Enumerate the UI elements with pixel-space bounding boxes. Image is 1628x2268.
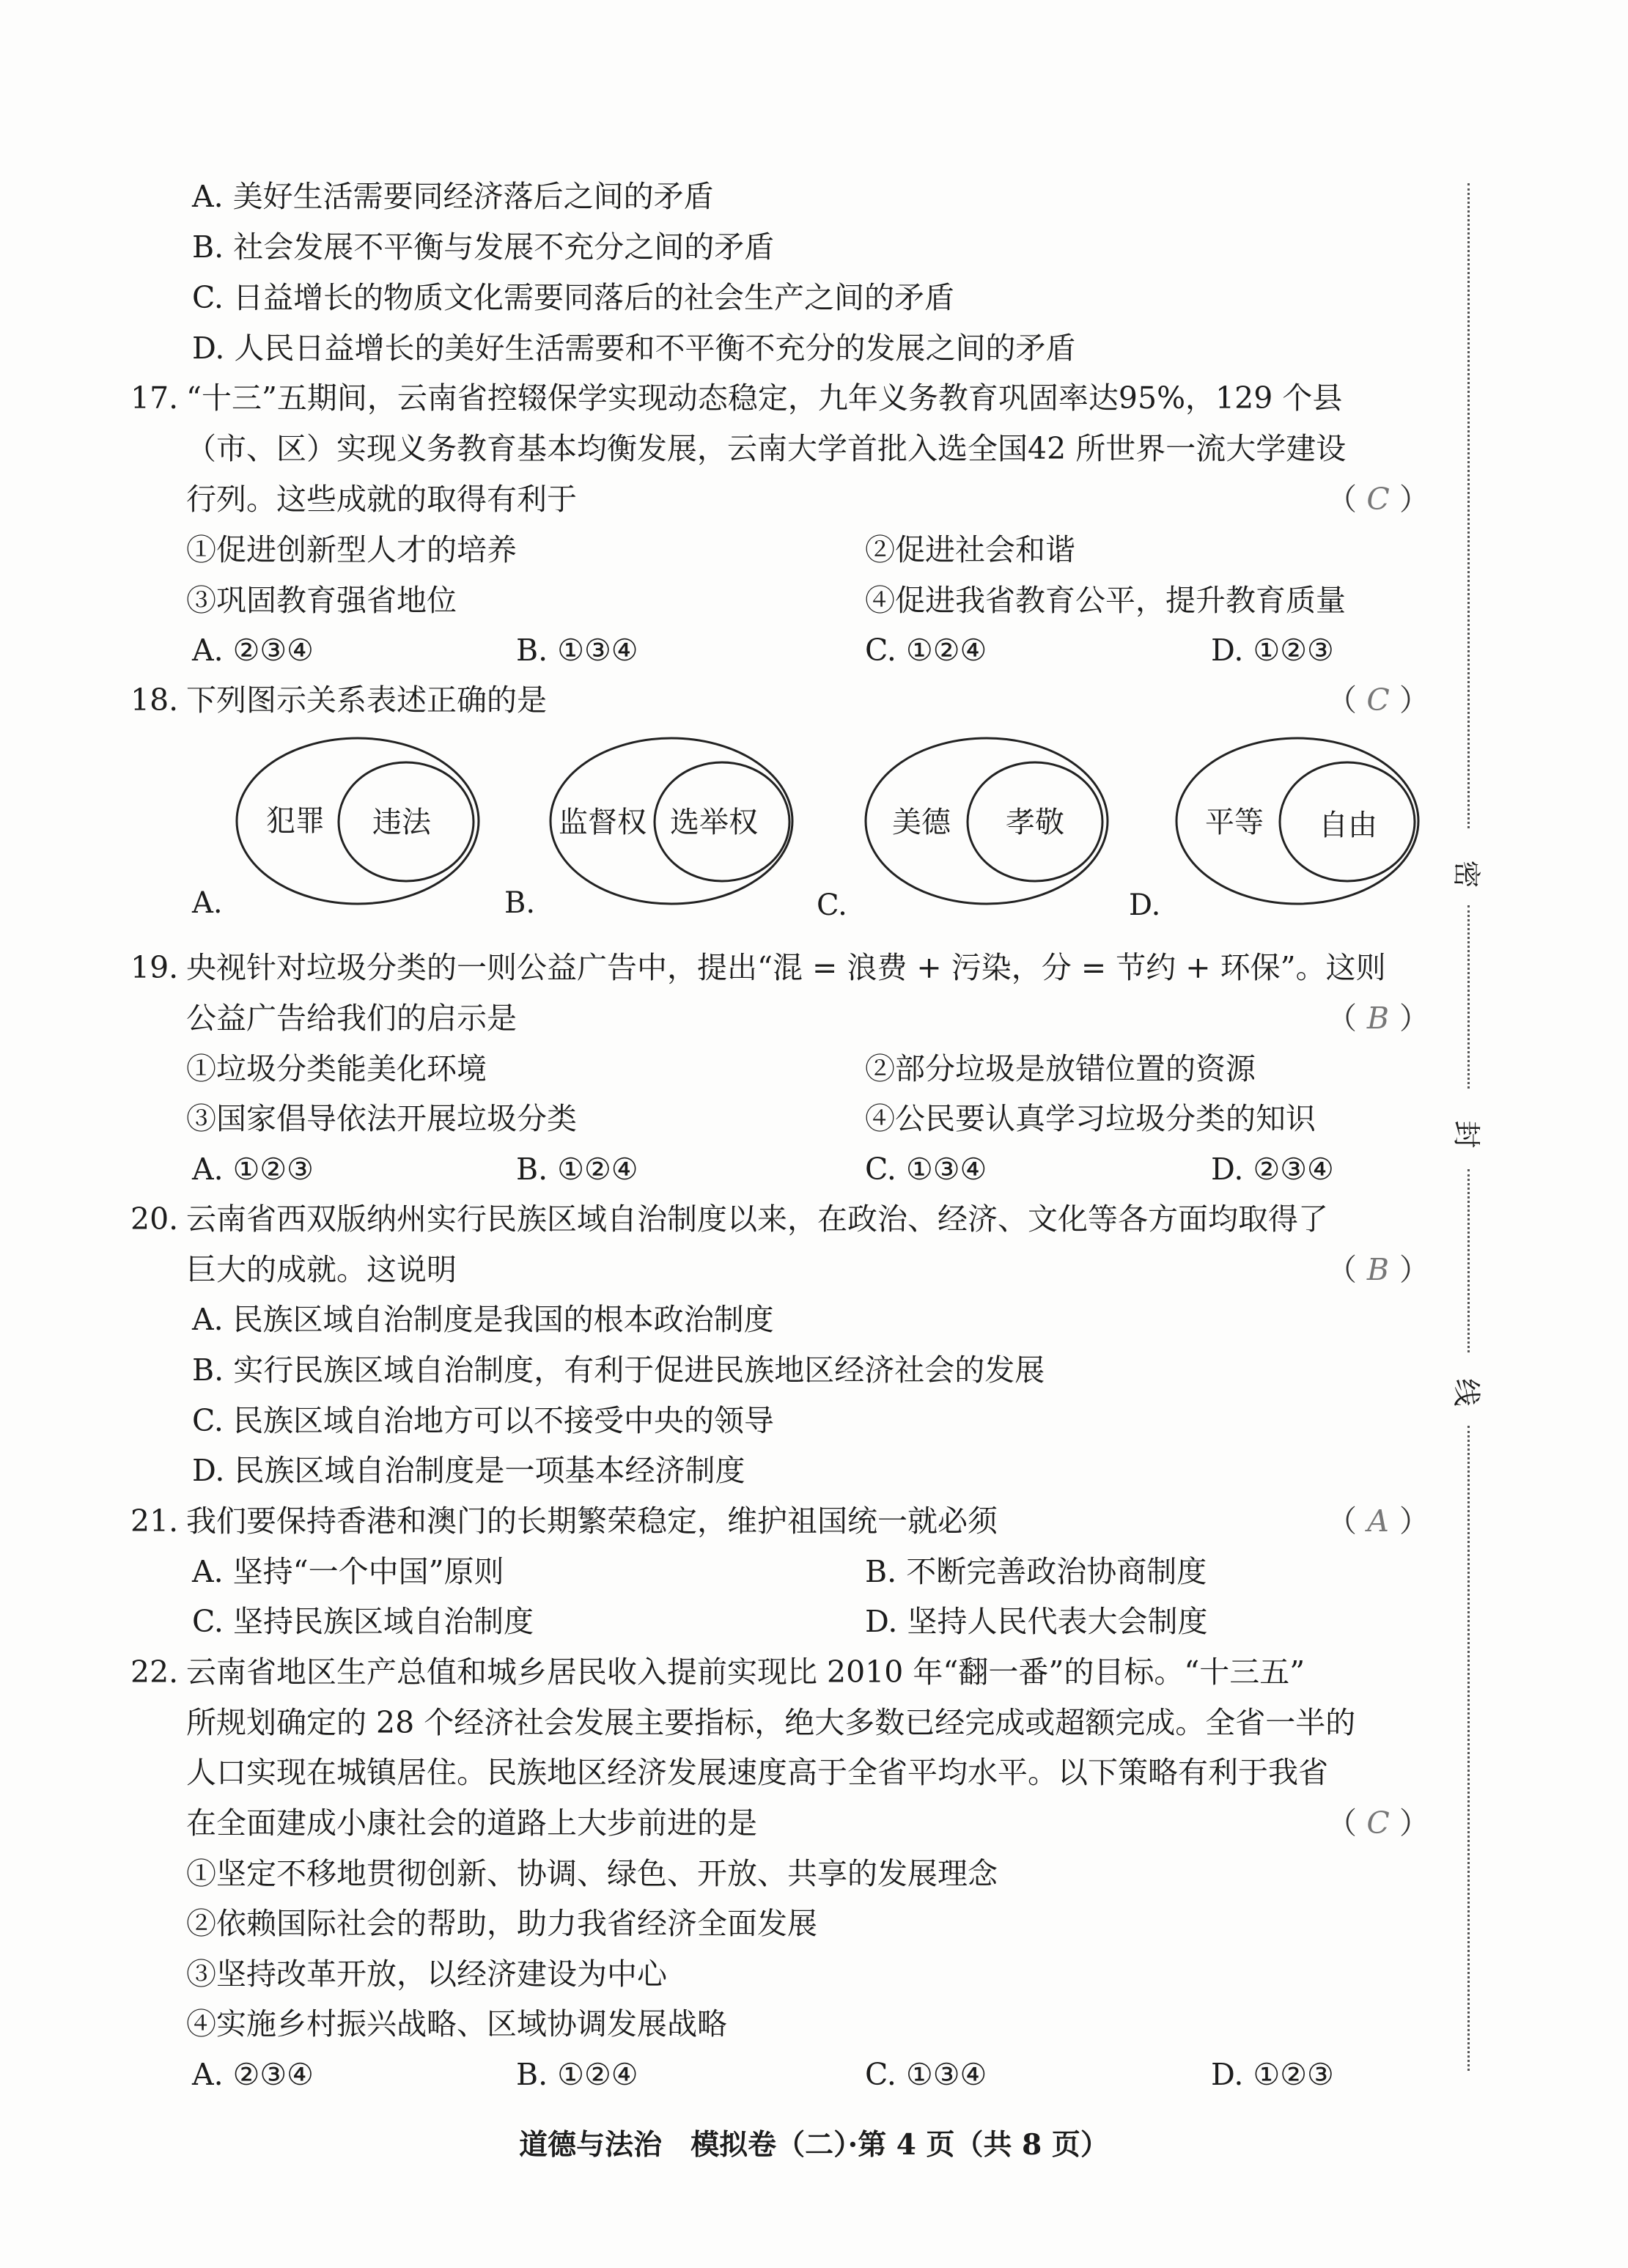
q17-choice-c: C. ①②④	[865, 633, 987, 668]
venn-a-inner-label: 违法	[372, 806, 431, 839]
venn-d-outer-label: 平等	[1205, 806, 1264, 839]
q17-item-4: ④促进我省教育公平，提升教育质量	[865, 583, 1346, 618]
q22-item-2: ②依赖国际社会的帮助，助力我省经济全面发展	[186, 1906, 817, 1941]
q21-answer: （ A ）	[1327, 1503, 1429, 1539]
venn-d-letter: D.	[1129, 888, 1161, 922]
binding-line-top	[1467, 183, 1470, 828]
q17-stem-line-3: 行列。这些成就的取得有利于	[186, 482, 577, 517]
q21-option-c: C. 坚持民族区域自治制度	[192, 1604, 534, 1639]
q16-option-c: C. 日益增长的物质文化需要同落后的社会生产之间的矛盾	[192, 280, 954, 315]
binding-line-bottom	[1467, 1426, 1470, 2071]
q19-number: 19.	[130, 950, 179, 985]
q18-answer: （ C ）	[1327, 682, 1429, 718]
q16-option-b: B. 社会发展不平衡与发展不充分之间的矛盾	[192, 229, 775, 265]
venn-c-inner-label: 孝敬	[1006, 806, 1064, 839]
q17-item-2: ②促进社会和谐	[865, 532, 1075, 567]
q20-answer: （ B ）	[1327, 1252, 1429, 1287]
q19-choice-c: C. ①③④	[865, 1152, 987, 1187]
q20-option-c: C. 民族区域自治地方可以不接受中央的领导	[192, 1403, 774, 1438]
q22-stem-line-1: 云南省地区生产总值和城乡居民收入提前实现比 2010 年“翻一番”的目标。“十三五”	[186, 1654, 1305, 1690]
q19-answer: （ B ）	[1327, 1001, 1429, 1036]
q17-choice-d: D. ①②③	[1211, 633, 1334, 668]
binding-mark-xian: 线	[1450, 1378, 1483, 1407]
q18-number: 18.	[130, 682, 179, 718]
q20-option-a: A. 民族区域自治制度是我国的根本政治制度	[192, 1302, 774, 1337]
q17-answer: （ C ）	[1327, 482, 1429, 517]
q22-choice-d: D. ①②③	[1211, 2057, 1334, 2092]
q19-choice-d: D. ②③④	[1211, 1152, 1334, 1187]
q17-stem-line-2: （市、区）实现义务教育基本均衡发展，云南大学首批入选全国42 所世界一流大学建设	[186, 431, 1347, 466]
venn-a-outer-label: 犯罪	[266, 804, 325, 838]
q21-number: 21.	[130, 1503, 179, 1539]
q21-option-b: B. 不断完善政治协商制度	[865, 1554, 1207, 1589]
binding-line-lower-middle	[1467, 1169, 1470, 1352]
venn-b-inner-label: 选举权	[670, 806, 758, 839]
binding-line-upper-middle	[1467, 905, 1470, 1089]
q22-choice-b: B. ①②④	[516, 2057, 638, 2092]
q17-choice-a: A. ②③④	[192, 633, 314, 668]
q22-answer: （ C ）	[1327, 1805, 1429, 1841]
q17-choice-b: B. ①③④	[516, 633, 638, 668]
binding-mark-feng: 封	[1450, 1120, 1483, 1149]
venn-d-inner-label: 自由	[1319, 809, 1377, 842]
q22-item-3: ③坚持改革开放，以经济建设为中心	[186, 1956, 667, 1992]
venn-c-outer-label: 美德	[892, 806, 951, 839]
venn-a-letter: A.	[192, 886, 223, 920]
venn-c-letter: C.	[817, 888, 847, 922]
q22-stem-line-3: 人口实现在城镇居住。民族地区经济发展速度高于全省平均水平。以下策略有利于我省	[186, 1755, 1328, 1790]
q17-item-1: ①促进创新型人才的培养	[186, 532, 517, 567]
q19-item-4: ④公民要认真学习垃圾分类的知识	[865, 1101, 1316, 1136]
q19-item-3: ③国家倡导依法开展垃圾分类	[186, 1101, 577, 1136]
q17-number: 17.	[130, 380, 179, 416]
q22-number: 22.	[130, 1654, 179, 1690]
q19-choice-b: B. ①②④	[516, 1152, 638, 1187]
q17-stem-line-1: “十三”五期间，云南省控辍保学实现动态稳定，九年义务教育巩固率达95%，129 个县	[186, 380, 1343, 416]
q20-option-d: D. 民族区域自治制度是一项基本经济制度	[192, 1453, 745, 1488]
q21-option-a: A. 坚持“一个中国”原则	[192, 1554, 504, 1589]
q19-stem-line-1: 央视针对垃圾分类的一则公益广告中，提出“混 = 浪费 + 污染，分 = 节约 + 环保”。这则	[186, 950, 1386, 985]
q22-stem-line-2: 所规划确定的 28 个经济社会发展主要指标，绝大多数已经完成或超额完成。全省一半的	[186, 1705, 1356, 1740]
q19-choice-a: A. ①②③	[192, 1152, 314, 1187]
q22-item-4: ④实施乡村振兴战略、区域协调发展战略	[186, 2006, 727, 2041]
q22-stem-line-4: 在全面建成小康社会的道路上大步前进的是	[186, 1805, 757, 1841]
q20-stem-line-2: 巨大的成就。这说明	[186, 1252, 457, 1287]
q18-stem: 下列图示关系表述正确的是	[186, 682, 547, 718]
page-footer: 道德与法治 模拟卷（二）·第 4 页（共 8 页）	[519, 2128, 1109, 2162]
q20-number: 20.	[130, 1201, 179, 1237]
venn-b-letter: B.	[504, 886, 536, 920]
binding-mark-mi: 密	[1450, 860, 1483, 888]
q22-choice-c: C. ①③④	[865, 2057, 987, 2092]
venn-b-outer-label: 监督权	[559, 806, 647, 839]
q17-item-3: ③巩固教育强省地位	[186, 583, 457, 618]
q19-stem-line-2: 公益广告给我们的启示是	[186, 1001, 517, 1036]
q20-option-b: B. 实行民族区域自治制度，有利于促进民族地区经济社会的发展	[192, 1352, 1045, 1388]
q22-item-1: ①坚定不移地贯彻创新、协调、绿色、开放、共享的发展理念	[186, 1856, 998, 1891]
q19-item-1: ①垃圾分类能美化环境	[186, 1051, 487, 1086]
q16-option-d: D. 人民日益增长的美好生活需要和不平衡不充分的发展之间的矛盾	[192, 331, 1076, 366]
q19-item-2: ②部分垃圾是放错位置的资源	[865, 1051, 1256, 1086]
q16-option-a: A. 美好生活需要同经济落后之间的矛盾	[192, 179, 714, 214]
q21-option-d: D. 坚持人民代表大会制度	[865, 1604, 1208, 1639]
q21-stem: 我们要保持香港和澳门的长期繁荣稳定，维护祖国统一就必须	[186, 1503, 998, 1539]
q20-stem-line-1: 云南省西双版纳州实行民族区域自治制度以来，在政治、经济、文化等各方面均取得了	[186, 1201, 1328, 1237]
q22-choice-a: A. ②③④	[192, 2057, 314, 2092]
